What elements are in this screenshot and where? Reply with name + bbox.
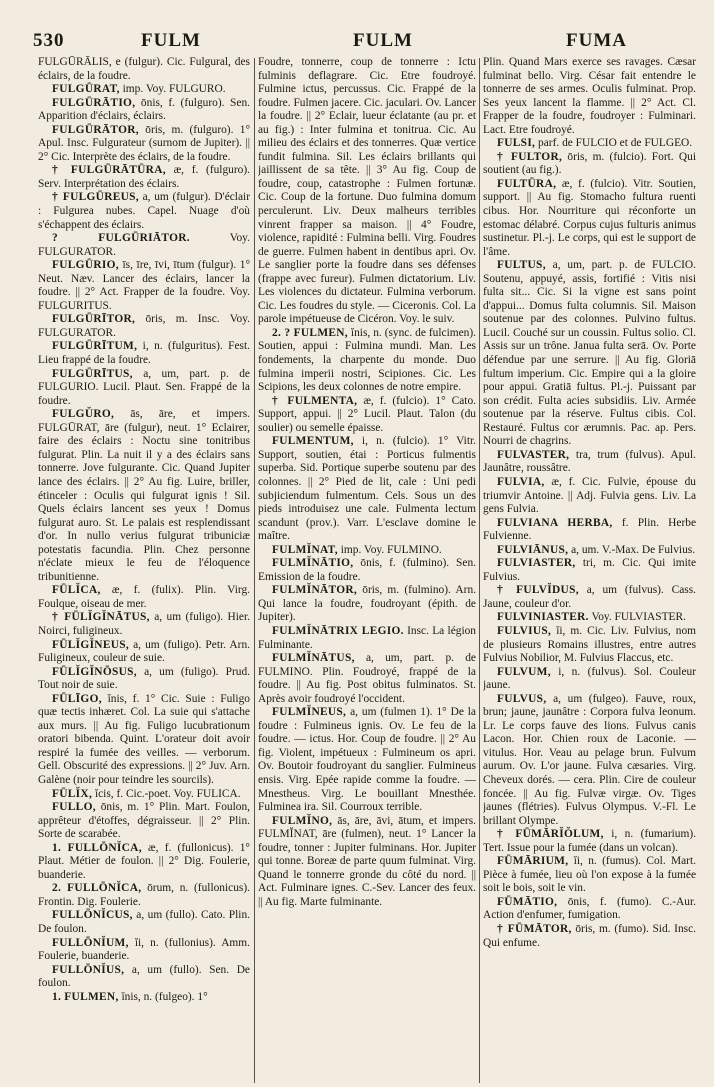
entry-headword: † FULGŪREUS, (52, 191, 139, 204)
entry-text: Voy. FULGURATOR. (38, 232, 250, 258)
entry-text: Voy. FULVIASTER. (588, 611, 686, 624)
entry-headword: † FULVĬDUS, (497, 584, 579, 597)
entry-headword: 1. FULMEN, (52, 990, 119, 1003)
page-number: 530 (33, 30, 65, 51)
entry-headword: FULMĬNAT, (272, 543, 338, 556)
entry-headword: FULVUS, (497, 692, 547, 705)
entry-headword: † FŪMĀRĬŎLUM, (497, 828, 604, 841)
entry-headword: FULVASTER, (497, 448, 570, 461)
entry-text: ōris, m. (fulcio). Fort. Qui soutient (au fig.). (483, 150, 696, 177)
entry-text: ĭi, m. Cic. Liv. Fulvius, nom de plusieurs Romains illustres, entre autres Fulvius Nobilior, M. Fulvius Flaccus, etc. (483, 624, 696, 665)
entry-text: ās, āre, et impers. FULGŪRAT, āre (fulgur), neut. 1° Eclairer, faire des éclairs : Noctu sine tonitribus fulgurat. Plin. La nuit il y a des éclairs sans tonnerre. Jove fulgurante. Cic. Quand Jupiter lance des éclairs. || 2° Au fig. Luire, briller, étinceler : Oculis qui fulgurat ignis ! Sil. Quels éclairs lancent ses yeux ! Domus fulgurat auro. St. Le palais est resplendissant d'or. In nullo verius fulgurat tribuniciæ potestatis facundia. Plin. Chez personne n'éclate mieux le feu de l'éloquence tribunitienne. (38, 408, 250, 583)
dictionary-entry (483, 896, 696, 923)
entry-headword: † FŪMĀTOR, (497, 923, 572, 935)
dictionary-entry (258, 652, 476, 706)
entry-headword: FULGŪRIO, (52, 259, 119, 272)
entry-text: a, um (fulvus). Cass. Jaune, couleur d'or. (483, 584, 696, 610)
entry-text: FULGŪRĀLIS, e (fulgur). Cic. Fulgural, des éclairs, de la foudre. (38, 56, 250, 82)
dictionary-entry (483, 137, 696, 151)
entry-headword: FŪLĪGO, (52, 692, 102, 705)
dictionary-entry (38, 842, 250, 883)
dictionary-entry (38, 964, 250, 991)
column-rule (479, 58, 480, 1083)
dictionary-entry (38, 124, 250, 165)
entry-headword: FULGŪRAT, (52, 83, 120, 96)
dictionary-entry (483, 544, 696, 558)
dictionary-entry (38, 693, 250, 788)
entry-headword: FŪLĬX, (52, 787, 93, 800)
entry-headword: FULLŌNĬUM, (52, 936, 129, 949)
entry-headword: FULGŪRĀTOR, (52, 123, 139, 136)
entry-headword: FULMĬNO, (272, 814, 333, 827)
dictionary-entry (258, 544, 476, 558)
dictionary-entry (38, 313, 250, 340)
entry-headword: 2. FULLŌNĬCA, (52, 882, 142, 895)
entry-headword: FŪLĬGĬNEUS, (52, 638, 130, 651)
column-1 (38, 56, 250, 1081)
dictionary-entry (483, 584, 696, 611)
column-2 (258, 56, 476, 1081)
dictionary-entry (258, 56, 476, 327)
dictionary-entry (38, 368, 250, 409)
column-rule (254, 58, 255, 1083)
entry-text: īs, īre, īvi, ītum (fulgur). 1° Neut. Næv. Lancer des éclairs, lancer la foudre. || 2° Act. Frapper de la foudre. Voy. FULGURITUS. (38, 259, 250, 312)
entry-text: ĭi, n. (fullonius). Amm. Foulerie, buanderie. (38, 936, 250, 963)
entry-text: a, um, part. p. de FULMINO. Plin. Foudroyé, frappé de la foudre. || Au fig. Post obitus fulminatos. St. Après avoir foudroyé l'occident. (258, 652, 476, 705)
entry-headword: FŪLĬCA, (52, 584, 101, 597)
dictionary-entry (38, 909, 250, 936)
entry-text: a, um (fuligo). Hier. Noirci, fuligineux. (38, 611, 250, 637)
dictionary-entry (483, 517, 696, 544)
entry-text: a, um, part. p. de FULGURIO. Lucil. Plaut. Sen. Frappé de la foudre. (38, 367, 250, 407)
entry-text: a, um (fuligo). Prud. Tout noir de suie. (38, 665, 250, 692)
entry-headword: FULMĬNĀTUS, (272, 652, 355, 665)
dictionary-entry (38, 584, 250, 611)
dictionary-entry (258, 625, 476, 652)
entry-text: a, um (fullo). Cato. Plin. De foulon. (38, 909, 250, 935)
entry-text: ōris, m. (fumo). Sid. Insc. Qui enfume. (483, 923, 696, 949)
entry-headword: FULLŌNĬUS, (52, 963, 125, 976)
entry-text: ōnis, m. 1° Plin. Mart. Foulon, apprêteur d'étoffes, dégraisseur. || 2° Plin. Sorte de scarabée. (38, 801, 250, 841)
dictionary-entry (38, 882, 250, 909)
entry-text: a, um (fulmen 1). 1° De la foudre : Fulmineus ignis. Ov. Le feu de la foudre. — ictus. Hor. Coup de foudre. || 2° Au fig. Violent, impétueux : Fulmineum os apri. Ov. Boutoir foudroyant du sanglier. Fulmineus ensis. Virg. Epée rapide comme la foudre. — Mnestheus. Virg. Le bouillant Mnesthée. Fulminea ira. Sil. Courroux terrible. (258, 706, 476, 814)
dictionary-entry (38, 56, 250, 83)
entry-text: ōris, m. (fulmino). Arn. Qui lance la foudre, foudroyant (épith. de Jupiter). (258, 584, 476, 624)
dictionary-entry (483, 259, 696, 449)
dictionary-entry (483, 625, 696, 666)
entry-text: imp. Voy. FULGURO. (119, 83, 226, 96)
entry-text: ĭi, n. (fumus). Col. Mart. Pièce à fumée, lieu où l'on expose à la fumée soit le bois, soit le vin. (483, 855, 696, 895)
entry-text: ĭcis, f. Cic.-poet. Voy. FULICA. (92, 787, 241, 800)
entry-text: ōrum, n. (fullonicus). Frontin. Dig. Foulerie. (38, 882, 250, 908)
entry-text: i, n. (fulvus). Sol. Couleur jaune. (483, 665, 696, 692)
entry-headword: † FŪLĬGĬNĀTUS, (52, 611, 150, 624)
column-3 (483, 56, 696, 1081)
entry-text: ōris, m. Insc. Voy. FULGURATOR. (38, 313, 250, 339)
dictionary-entry (483, 666, 696, 693)
dictionary-entry (38, 788, 250, 802)
entry-headword: ? FULGŪRIĀTOR. (52, 232, 190, 245)
entry-headword: FULVIA, (497, 475, 545, 488)
running-head-left: FULM (141, 30, 201, 51)
dictionary-entry (38, 991, 250, 1005)
entry-text: i, n. (fulguritus). Fest. Lieu frappé de la foudre. (38, 340, 250, 367)
entry-text: æ, f. Cic. Fulvie, épouse du triumvir Antoine. || Adj. Fulvia gens. Liv. La gens Fulvia. (483, 475, 696, 516)
entry-headword: FŪMĀRIUM, (497, 855, 569, 868)
entry-headword: FULGŪRĀTIO, (52, 96, 136, 109)
entry-text: æ, f. (fulix). Plin. Virg. Foulque, oiseau de mer. (38, 584, 250, 610)
entry-text: parf. de FULCIO et de FULGEO. (535, 137, 693, 150)
dictionary-entry (483, 178, 696, 259)
dictionary-entry (38, 340, 250, 367)
dictionary-entry (258, 706, 476, 814)
entry-headword: † FULGŪRĀTŪRA, (52, 164, 166, 177)
entry-text: a, um, part. p. de FULCIO. Soutenu, appuyé, assis, fortifié : Vitis nisi fulta sit... Cic. Si la vigne est sans point d'appui... Domus fulta columnis. Sil. Maison soutenue par des colonnes. Pulvino fultus. Lucil. Couché sur un coussin. Fultus solio. Cl. Assis sur un trône. Janua fulta serā. Ov. Porte défendue par une serrure. || Au fig. Gloriā fultum imperium. Cic. Empire qui a la gloire pour appui. Gratiā fultus. Pl.-j. Puissant par son crédit. Fulta acies subsidiis. Liv. Armée soutenue par la réserve. Fultus cibis. Col. Restauré. Fultus cor ærumnis. Pac. ap. Pers. Nourri de chagrins. (483, 259, 696, 448)
entry-headword: FULLŌNĬCUS, (52, 909, 133, 922)
entry-text: a, um (fullo). Sen. De foulon. (38, 963, 250, 990)
entry-headword: FŪMĀTIO, (497, 895, 558, 908)
entry-headword: FULVIUS, (497, 624, 552, 637)
entry-text: Foudre, tonnerre, coup de tonnerre : Ictu fulminis deflagrare. Cic. Etre foudroyé. Fulmine ictus, percussus. Cic. Frappé de la foudre. Fulmen jacere. Cic. jaculari. Ov. Lancer la foudre. || 2° Eclair, lueur éclatante (au pr. et au fig.) : Inter fulmina et tonitrua. Cic. Au milieu des éclairs et des tonnerres. Quæ vertice fundit fulmina. Sil. Les éclairs brillants qui jaillissent de sa tête. || 3° Au fig. Coup de foudre, coup, catastrophe : Fulmen fortunæ. Cic. Coup de la fortune. Duo fulmina domum perculerunt. Liv. Deux malheurs terribles vinrent frapper sa maison. || 4° Foudre, violence, rapidité : Fulmina belli. Virg. Foudres de guerre. Fulmen habent in dentibus apri. Ov. Le sanglier porte la foudre dans ses défenses (frappe avec fureur). Fulmen dictatorium. Liv. Les violences du dictateur. Fulmina verborum. Cic. Les foudres du style. — Ciceronis. Col. La parole impétueuse de Cicéron. Voy. le suiv. (258, 56, 476, 326)
entry-headword: FULTŪRA, (497, 177, 557, 190)
entry-headword: 2. ? FULMEN, (272, 326, 348, 339)
entry-headword: FULGŪRĪTUM, (52, 340, 138, 353)
dictionary-entry (258, 435, 476, 543)
entry-headword: FULGŬRO, (52, 408, 115, 421)
dictionary-entry (483, 611, 696, 625)
entry-headword: FULGŪRĪTOR, (52, 313, 136, 326)
dictionary-entry (483, 923, 696, 950)
dictionary-entry (483, 476, 696, 517)
dictionary-entry (258, 557, 476, 584)
entry-headword: FULMENTUM, (272, 435, 354, 448)
entry-text: Insc. La légion Fulminante. (258, 624, 476, 651)
dictionary-entry (483, 828, 696, 855)
dictionary-entry (483, 449, 696, 476)
dictionary-entry (483, 855, 696, 896)
entry-text: ĭnis, n. (fulgeo). 1° (118, 990, 208, 1003)
entry-headword: FULMĬNĀTIO, (272, 557, 354, 570)
dictionary-entry (38, 937, 250, 964)
entry-headword: † FULMENTA, (272, 394, 358, 407)
dictionary-entry (38, 164, 250, 191)
dictionary-entry (483, 151, 696, 178)
dictionary-entry (38, 259, 250, 313)
entry-headword: FULTUS, (497, 259, 546, 272)
page-header (0, 0, 714, 56)
entry-text: a, um (fuligo). Petr. Arn. Fuligineux, couleur de suie. (38, 638, 250, 665)
dictionary-entry (38, 191, 250, 232)
running-head-right: FUMA (566, 30, 627, 51)
entry-text: imp. Voy. FULMINO. (337, 543, 442, 556)
entry-headword: FULMĬNĀTRIX LEGIO. (272, 624, 404, 637)
entry-text: æ, f. (fulcio). 1° Cato. Support, appui. || 2° Lucil. Plaut. Talon (du soulier) ou semelle épaisse. (258, 394, 476, 434)
entry-text: i, n. (fulcio). 1° Vitr. Support, soutien, étai : Porticus fulmentis superba. Sid. Portique superbe soutenu par des colonnes. || 2° Pied de lit, cale : Uni pedi subjiciendum fulmentum. Cels. Sous un des pieds introduisez une cale. Fulmenta lectum scandunt (prov.). Varr. L'esclave domine le maître. (258, 435, 476, 543)
entry-text: ōris, m. (fulguro). 1° Apul. Insc. Fulgurateur (surnom de Jupiter). || 2° Cic. Interprète des éclairs, de la foudre. (38, 123, 250, 163)
entry-headword: FULVIĀNUS, (497, 543, 569, 556)
running-head-center: FULM (353, 30, 413, 51)
entry-text: ĭnis, f. 1° Cic. Suie : Fuligo quæ tectis inhæret. Col. La suie qui s'attache aux murs. || Au fig. Fuligo lucubrationum oratori bibenda. Quint. L'orateur doit avoir respiré la fumée des veilles. — verborum. Gell. Obscurité des expressions. || 2° Juv. Arn. Galène (noir pour teindre les sourcils). (38, 692, 250, 786)
entry-text: æ, f. (fullonicus). 1° Plaut. Métier de foulon. || 2° Dig. Foulerie, buanderie. (38, 841, 250, 881)
dictionary-entry (38, 97, 250, 124)
entry-headword: FULVINIASTER. (497, 611, 589, 624)
entry-text: a, um (fulgeo). Fauve, roux, brun; jaune, jaunâtre : Corpora fulva leonum. Lr. Le corps fauve des lions. Fulvus canis Lacon. Hor. Chien roux de Laconie. — vitulus. Hor. Veau au pelage brun. Fulvum aurum. Ov. L'or jaune. Fulva cæsaries. Virg. Cheveux dorés. — cera. Plin. Cire de couleur foncée. || Au fig. Fulvæ virgæ. Ov. Tiges jaunes (flétries). Fulvus Olympus. V.-Fl. Le brillant Olympe. (483, 692, 696, 827)
entry-headword: FULLO, (52, 801, 96, 814)
dictionary-entry (258, 395, 476, 436)
entry-headword: FULMĬNĀTOR, (272, 584, 358, 597)
entry-headword: FULVIANA HERBA, (497, 516, 613, 529)
dictionary-entry (258, 584, 476, 625)
entry-text: ōnis, f. (fumo). C.-Aur. Action d'enfumer, fumigation. (483, 895, 696, 922)
dictionary-entry (38, 801, 250, 842)
entry-text: Plin. Quand Mars exerce ses ravages. Cæsar fulminat bello. Virg. César fait entendre le tonnerre de ses armes. Oculis fulminat. Prop. Ses yeux lancent la flamme. || 2° Act. Cl. Frapper de la foudre, foudroyer : Fulminari. Lact. Etre foudroyé. (483, 56, 696, 136)
entry-headword: FŪLĬGĬNŌSUS, (52, 665, 137, 678)
dictionary-entry (258, 815, 476, 910)
entry-text: a, um (fulgur). D'éclair : Fulgurea nubes. Capel. Nuage d'où s'échappent des éclairs. (38, 191, 250, 231)
entry-text: a, um. V.-Max. De Fulvius. (568, 543, 696, 556)
dictionary-entry (38, 83, 250, 97)
dictionary-entry (483, 557, 696, 584)
entry-headword: FULVIASTER, (497, 557, 576, 570)
entry-headword: FULVUM, (497, 665, 551, 678)
entry-text: æ, f. (fulguro). Serv. Interprétation des éclairs. (38, 164, 250, 190)
dictionary-entry (483, 56, 696, 137)
dictionary-entry (38, 611, 250, 638)
entry-text: ōnis, f. (fulguro). Sen. Apparition d'éclairs, éclairs. (38, 96, 250, 123)
entry-text: tri, m. Cic. Qui imite Fulvius. (483, 557, 696, 583)
entry-text: æ, f. (fulcio). Vitr. Soutien, support. || Au fig. Stomacho fultura ruenti cibus. Hor. Nourriture qui réconforte un estomac délabré. Corpus cujus fulturis animus sustinetur. Pl.-j. Le corps, qui est le support de l'âme. (483, 177, 696, 258)
entry-text: tra, trum (fulvus). Apul. Jaunâtre, roussâtre. (483, 448, 696, 475)
dictionary-entry (38, 666, 250, 693)
dictionary-entry (38, 408, 250, 584)
entry-headword: † FULTOR, (497, 150, 563, 163)
dictionary-entry (38, 232, 250, 259)
dictionary-entry (483, 693, 696, 828)
dictionary-entry (258, 327, 476, 395)
entry-headword: FULGŪRĪTUS, (52, 367, 133, 380)
entry-text: f. Plin. Herbe Fulvienne. (483, 516, 696, 543)
entry-text: i, n. (fumarium). Tert. Issue pour la fumée (dans un volcan). (483, 828, 696, 854)
entry-text: ōnis, f. (fulmino). Sen. Emission de la foudre. (258, 557, 476, 583)
entry-text: ās, āre, āvi, ātum, et impers. FULMĬNAT, āre (fulmen), neut. 1° Lancer la foudre, tonner : Jupiter fulminans. Hor. Jupiter qui tonne. Boreæ de parte quum fulminat. Virg. Quand le tonnerre gronde du côté du nord. || Act. Fulminare ignes. C.-Sev. Lancer des feux. || Au fig. Marte fulminante. (258, 814, 476, 908)
entry-headword: FULMĬNEUS, (272, 706, 347, 719)
entry-headword: FULSI, (497, 137, 536, 150)
dictionary-entry (38, 639, 250, 666)
entry-headword: 1. FULLŌNĬCA, (52, 841, 142, 854)
entry-text: ĭnis, n. (sync. de fulcimen). Soutien, appui : Fulmina mundi. Man. Les fondements, la charpente du monde. Duo fulmina imperii nostri, Scipiones. Cic. Les Scipions, les deux colonnes de notre empire. (258, 326, 476, 394)
